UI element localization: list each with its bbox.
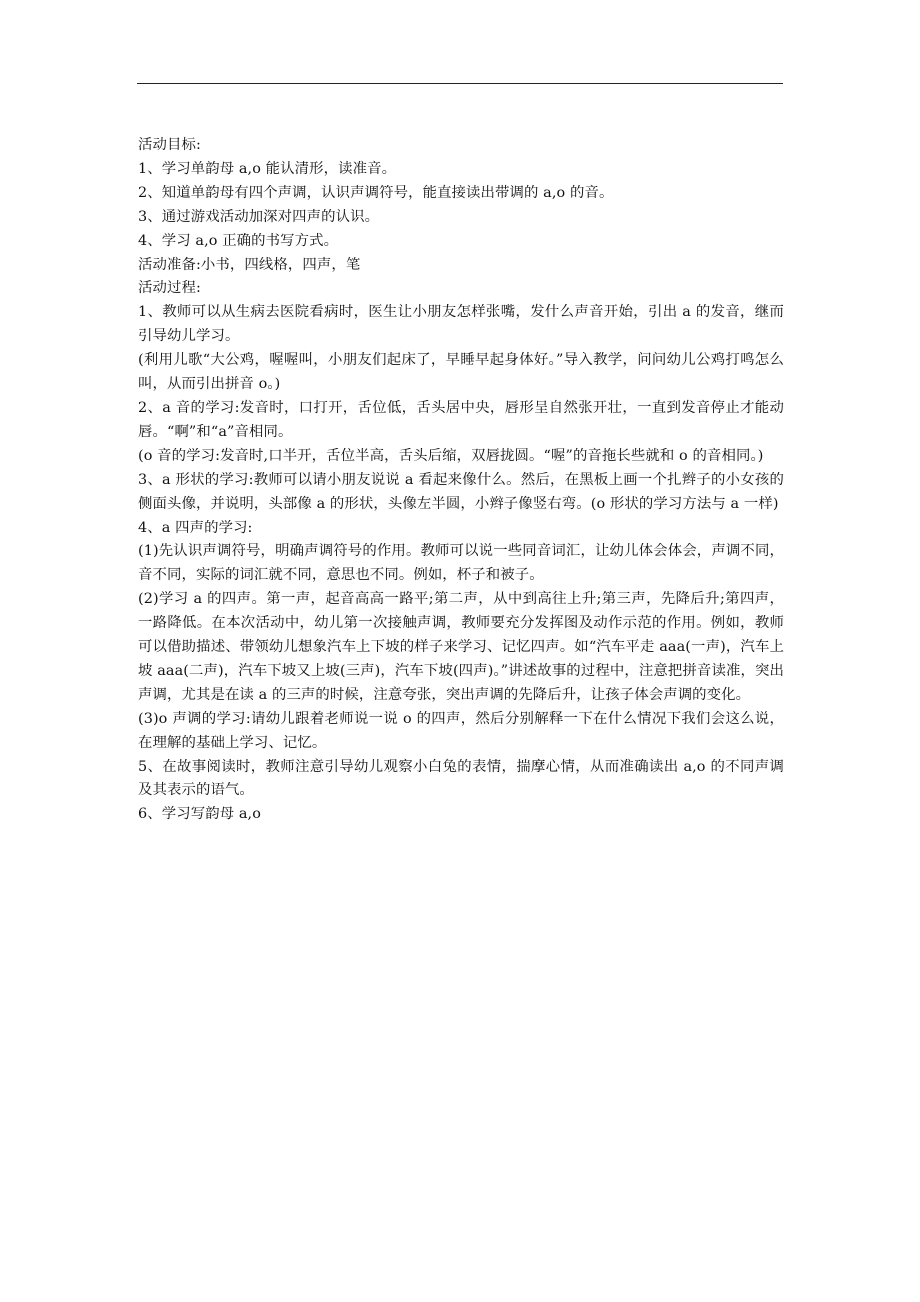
process-step-6: 6、学习写韵母 a,o [138, 806, 261, 823]
process-step-4-sub-1: (1)先认识声调符号，明确声调符号的作用。教师可以说一些同音词汇，让幼儿体会体会，声调不同，音不同，实际的词汇就不同，意思也不同。例如，杯子和被子。 [138, 543, 784, 584]
process-step-3: 3、a 形状的学习:教师可以请小朋友说说 a 看起来像什么。然后，在黑板上画一个扎辫子的小女孩的侧面头像，并说明，头部像 a 的形状，头像左半圆，小辫子像竖右弯。(o 形状的学习方法与 a 一样) [138, 471, 784, 512]
process-step-4-sub-3: (3)o 声调的学习:请幼儿跟着老师说一说 o 的四声，然后分别解释一下在什么情况下我们会这么说，在理解的基础上学习、记忆。 [138, 710, 784, 751]
process-step-5: 5、在故事阅读时，教师注意引导幼儿观察小白兔的表情，揣摩心情，从而准确读出 a,o 的不同声调及其表示的语气。 [138, 758, 784, 799]
heading-activity-goals: 活动目标: [138, 137, 201, 153]
document-body [138, 134, 784, 827]
process-step-4: 4、a 四声的学习: [138, 519, 253, 536]
process-step-4-sub-2: (2)学习 a 的四声。第一声，起音高高一路平;第二声，从中到高往上升;第三声，先降后升;第四声，一路降低。在本次活动中，幼儿第一次接触声调，教师要充分发挥图及动作示范的作用。例如，教师可以借助描述、带领幼儿想象汽车上下坡的样子来学习、记忆四声。如“汽车平走 aaa(一声)，汽车上坡 aaa(二声)，汽车下坡又上坡(三声)，汽车下坡(四声)。”讲述故事的过程中，注意把拼音读准，突出声调，尤其是在读 a 的三声的时候，注意夸张，突出声调的先降后升，让孩子体会声调的变化。 [138, 591, 784, 703]
process-note-2: (o 音的学习:发音时,口半开，舌位半高，舌头后缩，双唇拢圆。“喔”的音拖长些就和 o 的音相同。) [138, 447, 764, 464]
heading-activity-process: 活动过程: [138, 280, 201, 297]
goal-item-4: 4、学习 a,o 正确的书写方式。 [138, 232, 339, 249]
activity-preparation: 活动准备:小书，四线格，四声，笔 [138, 256, 361, 273]
process-step-1: 1、教师可以从生病去医院看病时，医生让小朋友怎样张嘴，发什么声音开始，引出 a 的发音，继而引导幼儿学习。 [138, 304, 784, 345]
process-step-2: 2、a 音的学习:发音时，口打开，舌位低，舌头居中央，唇形呈自然张开壮，一直到发音停止才能动唇。“啊”和“a”音相同。 [138, 399, 784, 440]
goal-item-2: 2、知道单韵母有四个声调，认识声调符号，能直接读出带调的 a,o 的音。 [138, 184, 614, 201]
process-note-1: (利用儿歌“大公鸡，喔喔叫，小朋友们起床了，早睡早起身体好。”导入教学，问问幼儿公鸡打鸣怎么叫，从而引出拼音 o。) [138, 352, 784, 393]
goal-item-3: 3、通过游戏活动加深对四声的认识。 [138, 208, 380, 225]
goal-item-1: 1、学习单韵母 a,o 能认清形，读准音。 [138, 160, 397, 177]
header-rule [137, 83, 783, 84]
